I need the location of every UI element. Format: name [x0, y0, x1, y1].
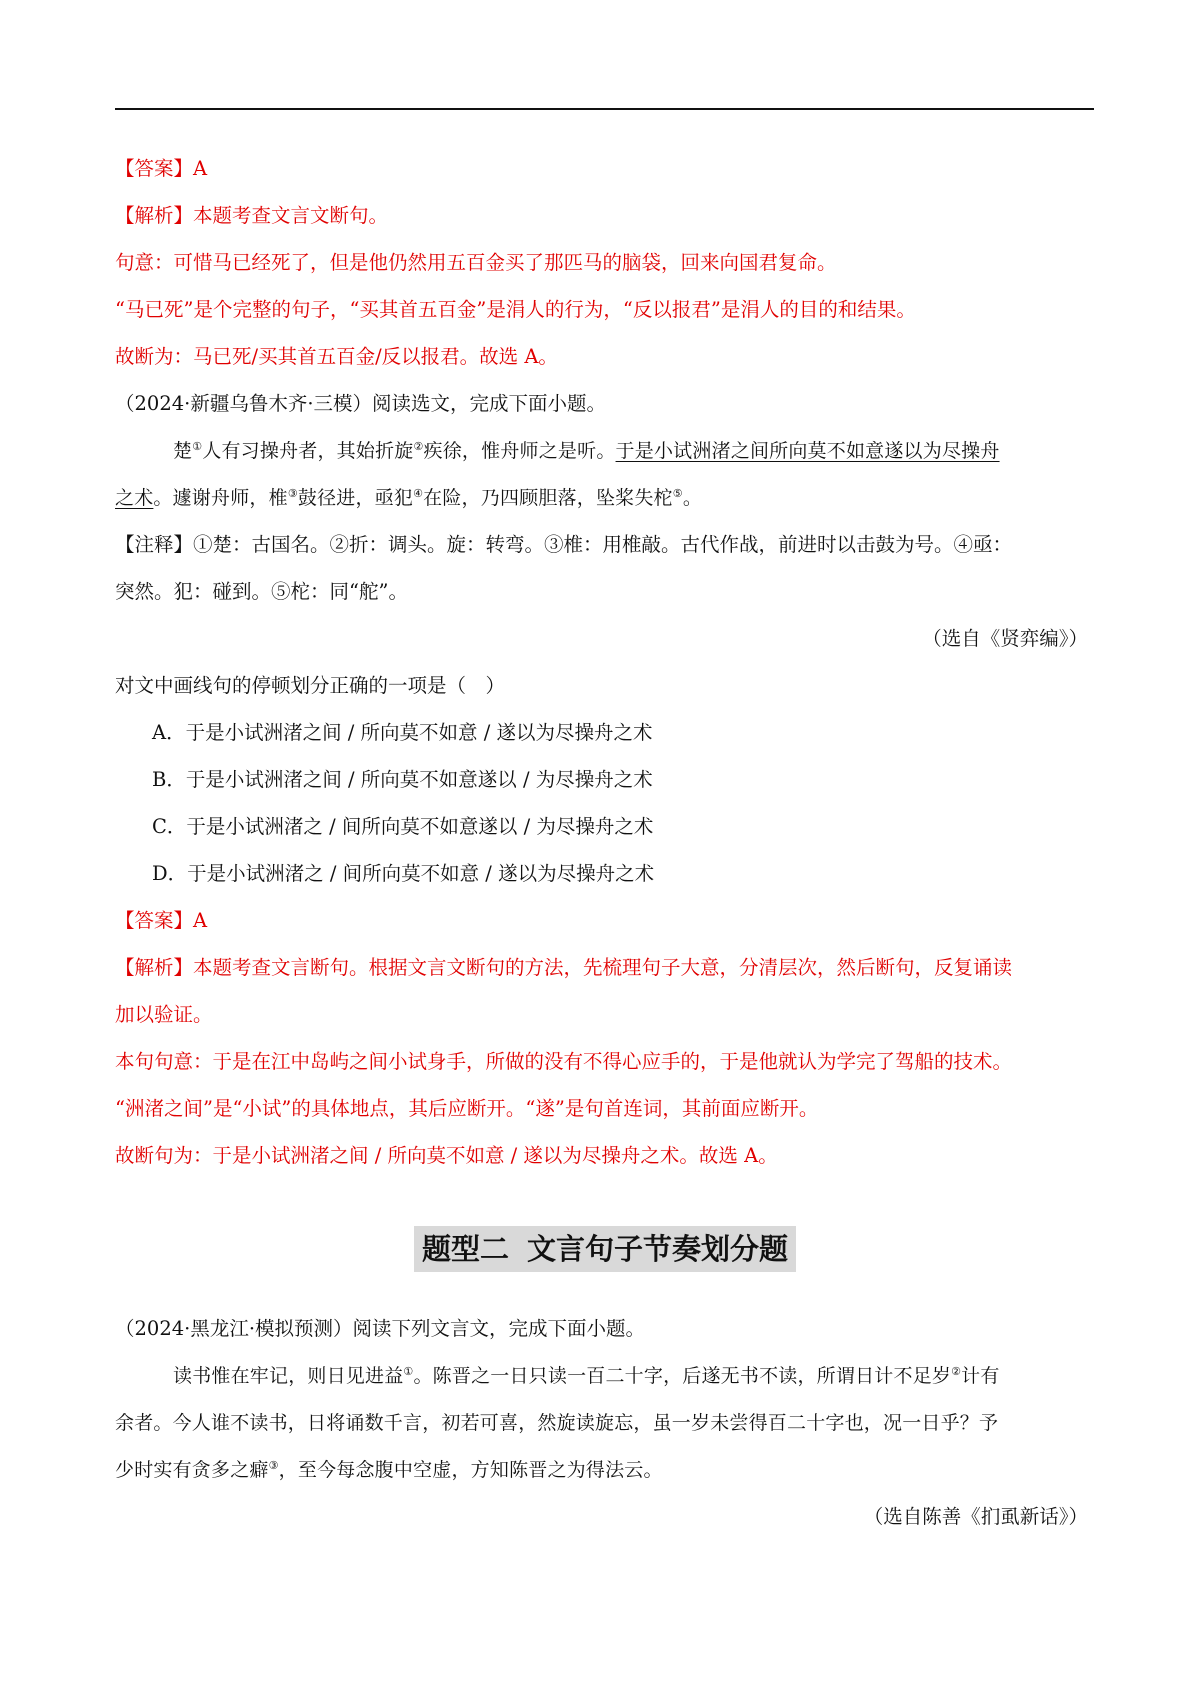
conclusion-line-2: 故断句为：于是小试洲渚之间 / 所向莫不如意 / 遂以为尽操舟之术。故选 A。	[115, 1144, 778, 1167]
conclusion-line-1: 故断为：马已死/买其首五百金/反以报君。故选 A。	[115, 345, 558, 368]
reason-line-2: “洲渚之间”是“小试”的具体地点，其后应断开。“遂”是句首连词，其前面应断开。	[115, 1097, 819, 1120]
note-ref: ②	[413, 440, 424, 453]
notes-line-2: 突然。犯：碰到。⑤柁：同“舵”。	[115, 580, 408, 603]
passage-3-line-2: 余者。今人谁不读书，日将诵数千言，初若可喜，然旋读旋忘，虽一岁未尝得百二十字也，况一日乎？予	[115, 1412, 999, 1434]
reason-line-1: “马已死”是个完整的句子，“买其首五百金”是涓人的行为，“反以报君”是涓人的目的和结果。	[115, 298, 916, 321]
note-ref: ③	[287, 487, 298, 500]
note-ref: ①	[192, 440, 203, 453]
underlined-sentence: 于是小试洲渚之间所向莫不如意遂以为尽操舟	[615, 440, 1000, 462]
answer-line-2	[115, 907, 207, 935]
question-intro-2: （2024·新疆乌鲁木齐·三模）阅读选文，完成下面小题。	[115, 392, 607, 415]
option-c: C．于是小试洲渚之 / 间所向莫不如意遂以 / 为尽操舟之术	[152, 815, 654, 838]
answer-value: A	[193, 909, 208, 932]
meaning-line-2: 本句句意：于是在江中岛屿之间小试身手，所做的没有不得心应手的，于是他就认为学完了驾船的技术。	[115, 1050, 1013, 1073]
answer-tag: 【答案】	[115, 157, 194, 180]
passage-3-line-1: 读书惟在牢记，则日见进益①。陈晋之一日只读一百二十字，后遂无书不读，所谓日计不足岁②计有	[173, 1365, 1000, 1387]
analysis-line-2a	[115, 954, 1012, 982]
analysis-text: 本题考查文言文断句。	[193, 204, 389, 227]
source-3: （选自陈善《扪虱新话》）	[863, 1505, 1088, 1528]
passage-2-line-1: 楚①人有习操舟者，其始折旋②疾徐，惟舟师之是听。于是小试洲渚之间所向莫不如意遂以为尽操舟	[173, 440, 1000, 462]
meaning-line-1: 句意：可惜马已经死了，但是他仍然用五百金买了那匹马的脑袋，回来向国君复命。	[115, 251, 837, 274]
note-ref: ①	[403, 1365, 414, 1378]
analysis-tag: 【解析】	[115, 204, 194, 227]
question-stem-2: 对文中画线句的停顿划分正确的一项是（ ）	[115, 674, 506, 697]
note-ref: ⑤	[672, 487, 683, 500]
note-ref: ②	[951, 1365, 962, 1378]
option-a: A．于是小试洲渚之间 / 所向莫不如意 / 遂以为尽操舟之术	[152, 721, 653, 744]
note-ref: ④	[413, 487, 424, 500]
answer-tag: 【答案】	[115, 909, 194, 932]
answer-line-1	[115, 155, 207, 183]
note-ref: ③	[268, 1459, 279, 1472]
option-d: D．于是小试洲渚之 / 间所向莫不如意 / 遂以为尽操舟之术	[152, 862, 655, 885]
option-b: B．于是小试洲渚之间 / 所向莫不如意遂以 / 为尽操舟之术	[152, 768, 653, 791]
section-heading: 题型二 文言句子节奏划分题	[414, 1226, 796, 1272]
source-2: （选自《贤弈编》）	[922, 627, 1088, 650]
underlined-sentence-end: 之术	[115, 487, 154, 509]
passage-3-line-3: 少时实有贪多之癖③，至今每念腹中空虚，方知陈晋之为得法云。	[115, 1459, 663, 1481]
analysis-line-2b: 加以验证。	[115, 1003, 213, 1026]
analysis-text: 本题考查文言断句。根据文言文断句的方法，先梳理句子大意，分清层次，然后断句，反复诵读	[193, 956, 1013, 979]
header-rule	[115, 108, 1094, 110]
answer-value: A	[193, 157, 208, 180]
analysis-line-1	[115, 202, 388, 230]
notes-line-1: 【注释】①楚：古国名。②折：调头。旋：转弯。③椎：用椎敲。古代作战，前进时以击鼓为号。④亟：	[115, 533, 1013, 556]
analysis-tag: 【解析】	[115, 956, 194, 979]
passage-2-line-2: 之术。遽谢舟师，椎③鼓径进，亟犯④在险，乃四顾胆落，坠桨失柁⑤。	[115, 487, 703, 509]
question-intro-3: （2024·黑龙江·模拟预测）阅读下列文言文，完成下面小题。	[115, 1317, 646, 1340]
